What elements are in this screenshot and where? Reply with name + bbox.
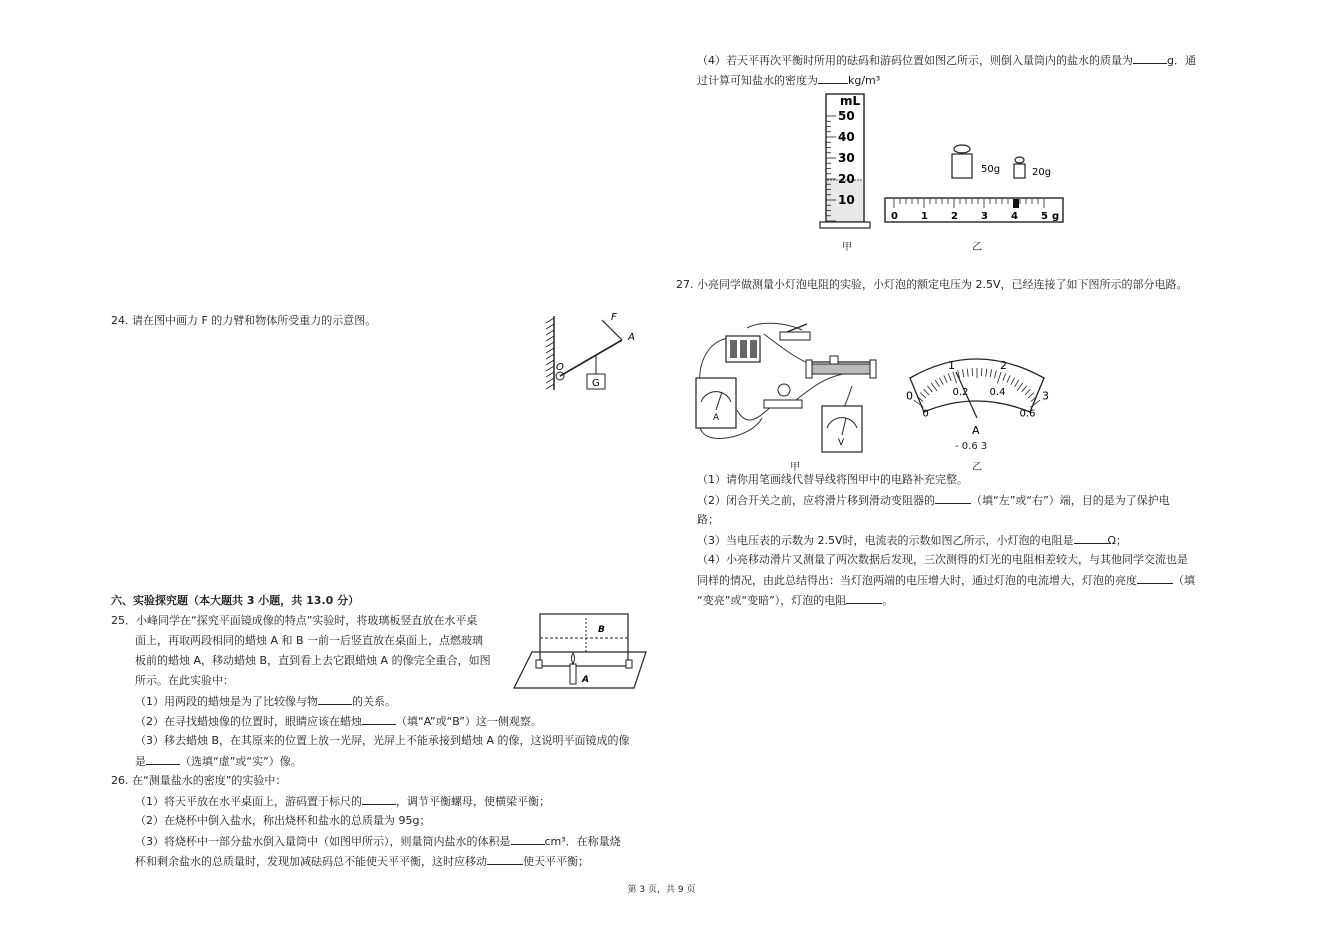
- q25-3-text: 是: [135, 755, 146, 768]
- ruler-tick-label: 3: [981, 211, 988, 222]
- q25-1-tail: 的关系。: [352, 695, 396, 708]
- q26-3-tail: 使天平平衡；: [523, 855, 589, 868]
- q27-3-text: （3）当电压表的示数为 2.5V时，电流表的示数如图乙所示，小灯泡的电阻是: [697, 534, 1074, 547]
- q27-3: [697, 532, 1127, 549]
- candle-A: [570, 664, 576, 684]
- rider-marker: [1013, 199, 1019, 208]
- q26-1-tail: ，调节平衡螺母，使横梁平衡；: [396, 795, 550, 808]
- balance-scale-ruler: [884, 196, 1066, 228]
- q25-line3: 板前的蜡烛 A，移动蜡烛 B，直到看上去它跟蜡烛 A 的像完全重合，如图: [135, 654, 491, 667]
- dial-terminals: - 0.6 3: [955, 441, 988, 452]
- answer-blank[interactable]: [818, 72, 848, 84]
- ammeter-letter: A: [713, 413, 720, 423]
- cylinder-tick-label: 30: [838, 151, 855, 165]
- q26-title: 26. 在“测量盐水的密度”的实验中：: [111, 774, 287, 787]
- weight-20g-block: [1014, 164, 1025, 178]
- q27-2-line2: 路；: [697, 513, 719, 526]
- q26-3-line1: [135, 833, 621, 850]
- lever-F-label: F: [611, 312, 617, 323]
- lever-bar: [560, 340, 622, 376]
- q25-3-line1: （3）移去蜡烛 B，在其原来的位置上放一光屏，光屏上不能承接到蜡烛 A 的像，这说明平面镜成的像: [135, 734, 630, 747]
- q25-3-tail: （选填“虚”或“实”）像。: [180, 755, 302, 768]
- cylinder-tick-label: 50: [838, 109, 855, 123]
- q25-2: [135, 713, 542, 730]
- dial-top-label: 3: [1041, 389, 1049, 403]
- ruler-tick-label: 1: [921, 211, 928, 222]
- answer-blank[interactable]: [487, 853, 523, 865]
- light-bulb: [764, 384, 802, 408]
- cylinder-tick-label: 40: [838, 130, 855, 144]
- voltmeter: [822, 406, 862, 452]
- weight-50g-label: 50g: [981, 164, 1001, 175]
- answer-blank[interactable]: [511, 833, 545, 845]
- fig-yi-label-2: 乙: [972, 462, 982, 473]
- q26-4-unit: g．通: [1167, 54, 1196, 67]
- q27-4-line1: （4）小亮移动滑片又测量了两次数据后发现，三次测得的灯光的电阻相差较大，与其他同学交流也是: [697, 553, 1188, 566]
- q27-title: 27. 小亮同学做测量小灯泡电阻的实验，小灯泡的额定电压为 2.5V，已经连接了如下图所示的部分电路。: [676, 278, 1188, 291]
- lever-A-label: A: [628, 332, 635, 343]
- q27-4-text: 同样的情况，由此总结得出：当灯泡两端的电压增大时，通过灯泡的电流增大，灯泡的亮度: [697, 574, 1137, 587]
- battery: [726, 336, 760, 362]
- circuit-figure: [692, 318, 902, 458]
- q26-1-text: （1）将天平放在水平桌面上，游码置于标尺的: [135, 795, 362, 808]
- ruler-unit: g: [1052, 211, 1060, 222]
- q26-3-line2: [135, 853, 589, 870]
- q27-4-line2: [697, 572, 1195, 589]
- cylinder-unit: mL: [840, 94, 861, 108]
- answer-blank[interactable]: [146, 753, 180, 765]
- cylinder-tick-label: 20: [838, 172, 855, 186]
- page-footer: 第 3 页，共 9 页: [627, 885, 696, 895]
- weights-figure: [948, 142, 1058, 182]
- q25-3-line2: [135, 753, 302, 770]
- q26-4-text2: 过计算可知盐水的密度为: [697, 74, 818, 87]
- q27-2-text: （2）闭合开关之前，应将滑片移到滑动变阻器的: [697, 494, 935, 507]
- lever-G-label: G: [592, 378, 600, 389]
- q27-1: （1）请你用笔画线代替导线将图甲中的电路补充完整。: [697, 473, 968, 486]
- q27-3-unit: Ω；: [1107, 534, 1127, 547]
- ruler-tick-label: 0: [891, 211, 898, 222]
- weight-50g-block: [952, 154, 972, 178]
- dial-top-label: 1: [948, 359, 956, 373]
- dial-bottom-label: 0: [922, 408, 929, 420]
- q27-2-line1: [697, 492, 1170, 509]
- voltmeter-letter: V: [838, 438, 845, 448]
- cylinder-tick-label: 10: [838, 193, 855, 207]
- q26-1: [135, 793, 550, 810]
- switch: [780, 324, 810, 340]
- table-surface: [514, 652, 646, 688]
- q25-line4: 所示。在此实验中：: [135, 674, 234, 687]
- q26-4-line1: [697, 52, 1196, 69]
- q26-3-text-c: 杯和剩余盐水的总质量时，发现加减砝码总不能使天平平衡，这时应移动: [135, 855, 487, 868]
- fig-yi-label-1: 乙: [972, 242, 982, 253]
- answer-blank[interactable]: [318, 693, 352, 705]
- ammeter: [696, 378, 736, 428]
- q26-4-text: （4）若天平再次平衡时所用的砝码和游码位置如图乙所示，则倒入量筒内的盐水的质量为: [697, 54, 1133, 67]
- answer-blank[interactable]: [846, 592, 882, 604]
- q24-text: 24. 请在图中画力 F 的力臂和物体所受重力的示意图。: [111, 314, 377, 327]
- q25-line1: 25．小峰同学在“探究平面镜成像的特点”实验时，将玻璃板竖直放在水平桌: [111, 614, 478, 627]
- q25-1: [135, 693, 396, 710]
- answer-blank[interactable]: [362, 793, 396, 805]
- answer-blank[interactable]: [935, 492, 971, 504]
- dial-bottom-label: 0.6: [1019, 408, 1036, 420]
- section-6-heading: 六、实验探究题（本大题共 3 小题，共 13.0 分）: [111, 594, 360, 607]
- lever-figure: [540, 310, 650, 396]
- q27-4-text-c: “变亮”或“变暗”），灯泡的电阻: [697, 594, 847, 607]
- q27-2-text-b: （填“左”或“右”）端，目的是为了保护电: [971, 494, 1170, 507]
- fig-jia-label-1: 甲: [842, 242, 852, 253]
- q26-4-line2: [697, 72, 880, 89]
- answer-blank[interactable]: [1137, 572, 1173, 584]
- dial-bottom-label: 0.2: [952, 386, 969, 398]
- q26-2: （2）在烧杯中倒入盐水，称出烧杯和盐水的总质量为 95g；: [135, 814, 431, 827]
- weight-20g-label: 20g: [1032, 167, 1052, 178]
- q26-3-text: （3）将烧杯中一部分盐水倒入量筒中（如图甲所示），则量筒内盐水的体积是: [135, 835, 511, 848]
- answer-blank[interactable]: [1133, 52, 1167, 64]
- q25-2-tail: （填“A”或“B”）这一侧观察。: [396, 715, 542, 728]
- q27-4-end: 。: [882, 594, 894, 607]
- lever-O-label: O: [556, 362, 564, 373]
- graduated-cylinder-figure: [818, 88, 878, 233]
- q25-line2: 面上，再取两段相同的蜡烛 A 和 B 一前一后竖直放在桌面上，点燃玻璃: [135, 634, 484, 647]
- ruler-tick-label: 5: [1041, 211, 1048, 222]
- q25-2-text: （2）在寻找蜡烛像的位置时，眼睛应该在蜡烛: [135, 715, 362, 728]
- q27-4-tail: （填: [1173, 574, 1195, 587]
- answer-blank[interactable]: [1074, 532, 1108, 544]
- ruler-tick-label: 2: [951, 211, 958, 222]
- q25-1-text: （1）用两段的蜡烛是为了比较像与物: [135, 695, 318, 708]
- q27-4-line3: [697, 592, 893, 609]
- force-line: [602, 320, 622, 340]
- answer-blank[interactable]: [362, 713, 396, 725]
- q26-3-unit: cm³．在称量烧: [544, 835, 621, 848]
- mirror-A-label: A: [582, 675, 589, 685]
- fig-jia-label-2: 甲: [790, 462, 800, 473]
- ammeter-dial: [906, 350, 1050, 442]
- dial-bottom-label: 0.4: [989, 386, 1006, 398]
- wire: [792, 373, 847, 403]
- dial-top-label: 2: [999, 359, 1007, 373]
- cylinder-base: [820, 222, 870, 228]
- q26-4-density-unit: kg/m³: [848, 74, 881, 87]
- mirror-B-label: B: [598, 625, 605, 635]
- plane-mirror-figure: [512, 610, 652, 692]
- dial-letter: A: [972, 424, 980, 437]
- dial-top-label: 0: [906, 389, 914, 403]
- ruler-tick-label: 4: [1011, 211, 1018, 222]
